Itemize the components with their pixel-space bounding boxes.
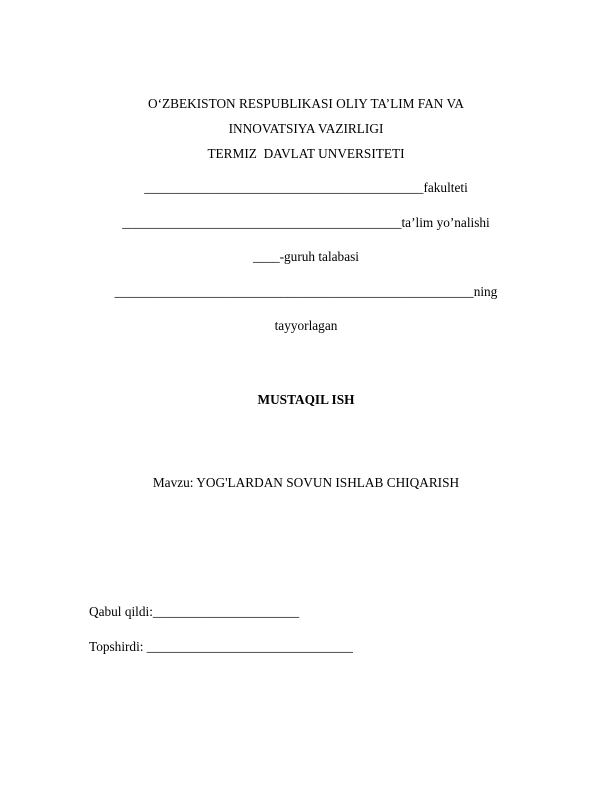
accepted-by-field: Qabul qildi:______________________ bbox=[89, 604, 300, 619]
university-name: TERMIZ DAVLAT UNVERSITETI bbox=[207, 146, 405, 161]
submitted-by-field: Topshirdi: _______________________________ bbox=[89, 639, 353, 654]
prepared-label: tayyorlagan bbox=[274, 318, 338, 333]
topic-line: Mavzu: YOG'LARDAN SOVUN ISHLAB CHIQARISH bbox=[152, 475, 460, 490]
faculty-field: __________________________________________fakulteti bbox=[144, 180, 468, 195]
direction-field: __________________________________________ta’lim yo’nalishi bbox=[122, 215, 490, 230]
ministry-title-line2: INNOVATSIYA VAZIRLIGI bbox=[228, 121, 384, 136]
group-field: ____-guruh talabasi bbox=[253, 249, 359, 264]
student-field: ______________________________________________________ning bbox=[114, 284, 498, 299]
document-title: MUSTAQIL ISH bbox=[257, 392, 355, 407]
ministry-title-line1: O‘ZBEKISTON RESPUBLIKASI OLIY TA’LIM FAN VA bbox=[148, 96, 464, 111]
